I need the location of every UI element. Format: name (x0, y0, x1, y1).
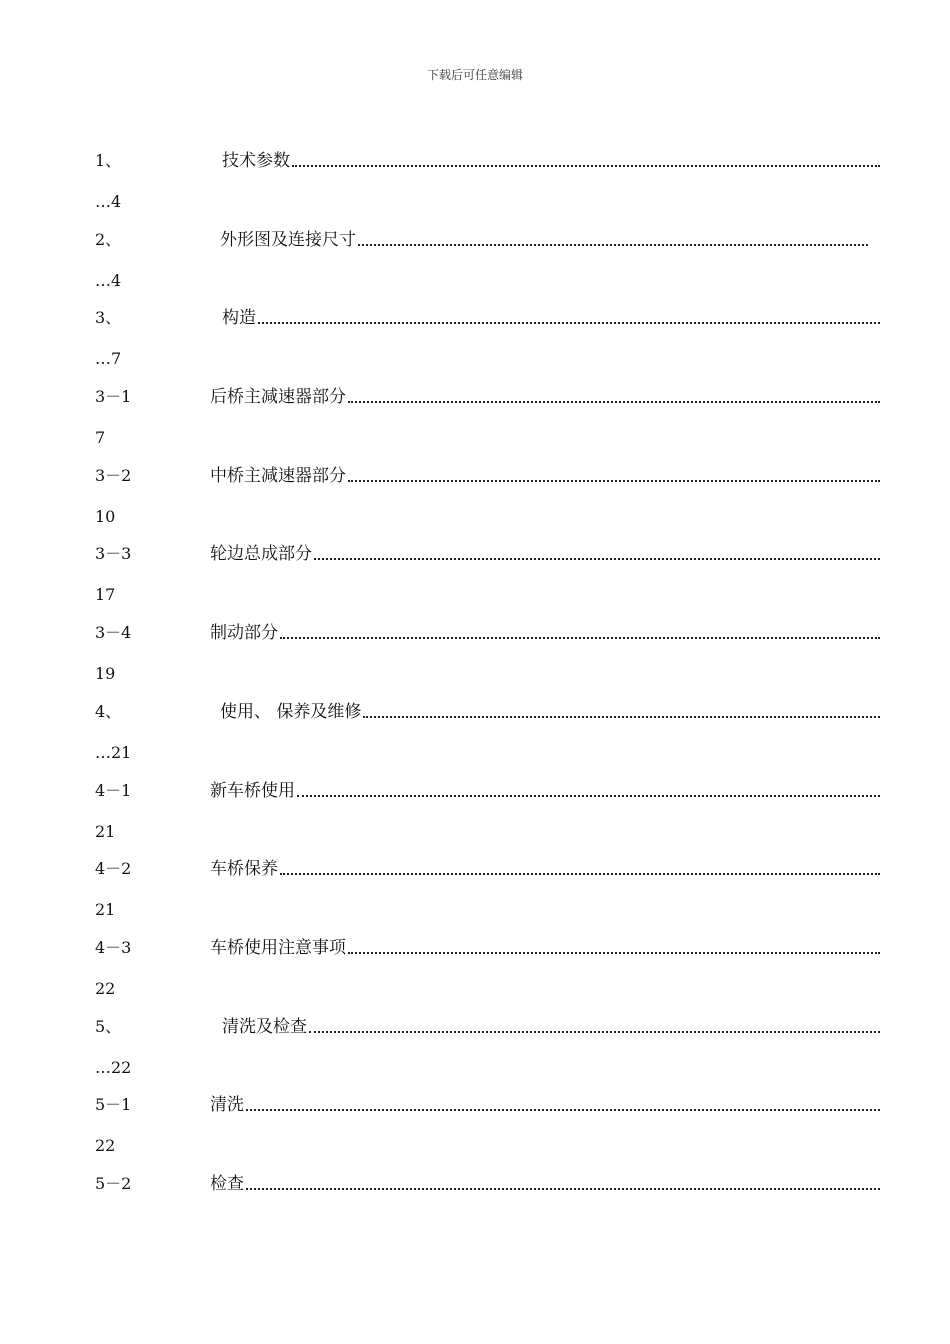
toc-number: 2、 (95, 229, 122, 249)
toc-number: 4－2 (95, 859, 132, 879)
toc-line (210, 938, 880, 958)
toc-number: 5－1 (95, 1095, 132, 1115)
toc-entry (0, 854, 950, 933)
toc-entry (0, 461, 950, 540)
toc-line (210, 1174, 880, 1194)
toc-line (222, 308, 880, 328)
dot-leader (348, 952, 880, 954)
toc-number: 4－3 (95, 937, 132, 957)
toc-entry (0, 539, 950, 618)
toc-page-number: 21 (95, 900, 116, 920)
toc-title: 新车桥使用 (210, 780, 295, 801)
toc-page-number: …4 (95, 270, 122, 290)
toc-page-number: 22 (95, 978, 116, 998)
dot-leader (246, 1188, 880, 1190)
toc-number: 5－2 (95, 1173, 132, 1193)
toc-page-number: …21 (95, 742, 132, 762)
toc-number: 3－1 (95, 387, 132, 407)
dot-leader (309, 1031, 880, 1033)
toc-line (210, 781, 880, 801)
toc-page-number: 17 (95, 585, 116, 605)
toc-entry (0, 225, 950, 304)
toc-title: 使用、 保养及维修 (220, 701, 362, 722)
toc-line (210, 387, 880, 407)
toc-number: 3－2 (95, 465, 132, 485)
toc-number: 5、 (95, 1016, 122, 1036)
toc-title: 后桥主减速器部分 (210, 387, 346, 408)
toc-title: 清洗 (210, 1095, 244, 1116)
toc-page-number: 22 (95, 1136, 116, 1156)
dot-leader (348, 480, 880, 482)
toc-number: 4、 (95, 701, 122, 721)
dot-leader (348, 401, 880, 403)
dot-leader (292, 165, 880, 167)
toc-title: 清洗及检查 (222, 1016, 307, 1037)
toc-line (210, 623, 880, 643)
toc-page-number: 19 (95, 664, 116, 684)
dot-leader (280, 873, 880, 875)
toc-title: 车桥保养 (210, 859, 278, 880)
toc-line (210, 859, 880, 879)
toc-title: 外形图及连接尺寸 (220, 229, 356, 250)
dot-leader (314, 558, 880, 560)
toc-entry (0, 146, 950, 225)
toc-number: 3、 (95, 308, 122, 328)
toc-page-number: 7 (95, 428, 106, 448)
toc-line (210, 544, 880, 564)
toc-title: 轮边总成部分 (210, 544, 312, 565)
toc-title: 检查 (210, 1173, 244, 1194)
toc-entry (0, 1090, 950, 1169)
toc-number: 3－3 (95, 544, 132, 564)
toc-line (222, 151, 880, 171)
toc-page-number: 10 (95, 506, 116, 526)
toc-title: 制动部分 (210, 623, 278, 644)
toc-number: 4－1 (95, 780, 132, 800)
toc-entry (0, 933, 950, 1012)
dot-leader (258, 322, 880, 324)
toc-title: 中桥主减速器部分 (210, 465, 346, 486)
toc-line (220, 702, 880, 722)
toc-number: 1、 (95, 151, 122, 170)
dot-leader (280, 637, 880, 639)
dot-leader (297, 795, 880, 797)
toc-title: 技术参数 (222, 151, 290, 171)
toc-entry (0, 697, 950, 776)
toc-entry (0, 303, 950, 382)
toc-number: 3－4 (95, 623, 132, 643)
toc-entry (0, 618, 950, 697)
toc-entry (0, 1012, 950, 1091)
dot-leader (246, 1109, 880, 1111)
dot-leader (358, 244, 868, 246)
toc-entry (0, 1169, 950, 1248)
table-of-contents (0, 146, 950, 1248)
toc-page-number: 21 (95, 821, 116, 841)
toc-line (222, 1017, 880, 1037)
dot-leader (363, 716, 880, 718)
toc-line (220, 230, 868, 250)
toc-page-number: …4 (95, 192, 122, 211)
toc-entry (0, 776, 950, 855)
toc-title: 车桥使用注意事项 (210, 937, 346, 958)
toc-entry (0, 382, 950, 461)
page-header: 下载后可任意编辑 (426, 68, 523, 82)
toc-page-number: …7 (95, 349, 122, 369)
toc-line (210, 1095, 880, 1115)
toc-title: 构造 (222, 308, 256, 329)
toc-line (210, 466, 880, 486)
toc-page-number: …22 (95, 1057, 132, 1077)
